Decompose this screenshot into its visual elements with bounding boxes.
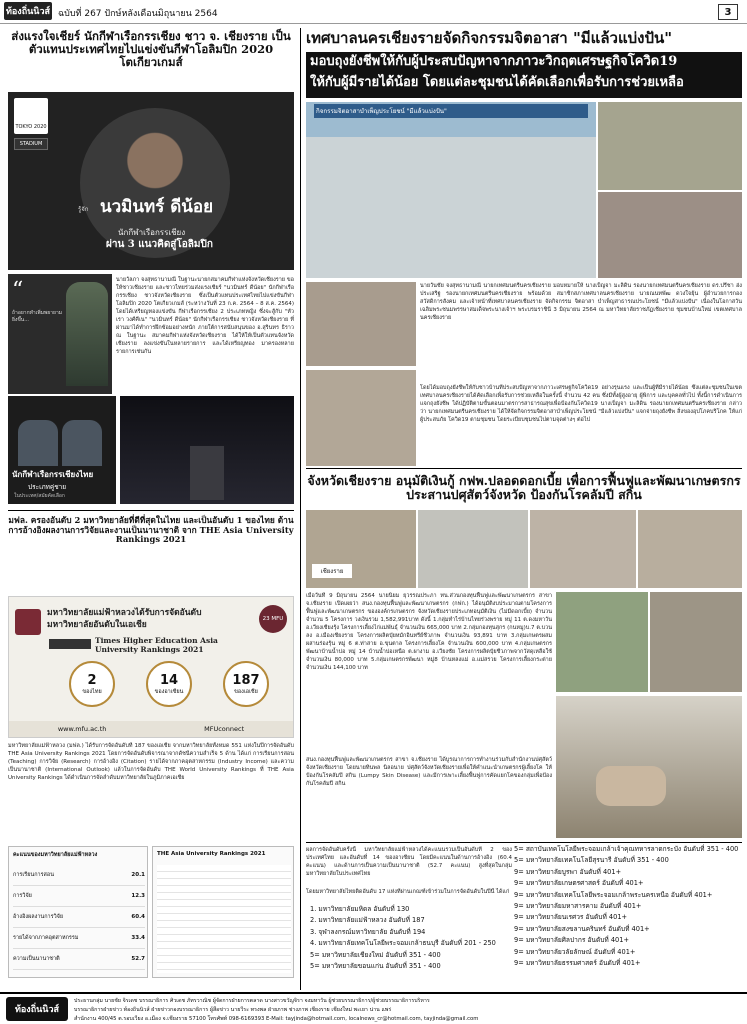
masthead-logo: ท้องถิ่นนิวส์	[4, 2, 52, 20]
mfu-logo	[15, 609, 41, 635]
right-sub1: มอบถุงยังชีพให้กับผู้ประสบปัญหาจากภาวะวิกฤตเศรษฐกิจโควิด19	[310, 54, 678, 69]
rower-two	[62, 420, 102, 466]
quote-text: ถ้าอยากทำเพิ่มพยายามยิ่งขึ้น...	[12, 310, 63, 323]
score-label: การเรียนการสอน	[13, 872, 54, 878]
rank-stat-value: 14	[159, 672, 179, 688]
rank-list-left	[310, 904, 510, 972]
rank-stat-label: ของอาเซียน	[154, 688, 184, 695]
meeting-photo-1	[306, 510, 416, 588]
score-value: 60.4	[131, 914, 145, 920]
rank-item: 5= มหาวิทยาลัยเทคโนโลยีสุรนารี อันดับที่ 351 - 400	[514, 856, 669, 865]
rank-item: 9= มหาวิทยาลัยนเรศวร อันดับที่ 401+	[514, 913, 628, 922]
footer-line-3: สำนักงาน 400/45 ต.รอบเวียง อ.เมือง จ.เชียงราย 57100 โทรศัพท์ 098-6169393 E-Mail: tayjinda@hotmail.com, localnews_cr@hotmail.com, tayjinda@gmail.com	[74, 1016, 479, 1022]
score-row	[13, 949, 145, 970]
meeting-photo-2	[418, 510, 528, 588]
cattle-photo	[556, 696, 742, 838]
score-row	[13, 907, 145, 928]
farm-photo-2	[650, 592, 742, 692]
mfu-ranking-panel	[152, 846, 294, 978]
column-divider	[300, 28, 301, 990]
photo-handout-4	[306, 370, 416, 466]
years-badge: 23 MFU	[259, 605, 287, 633]
rank-list-right	[514, 844, 742, 969]
ranking-title: Times Higher Education Asia University Rankings 2021	[95, 636, 218, 654]
score-label: ความเป็นนานาชาติ	[13, 956, 60, 962]
right-body: นายวันชัย จงสุทธานามณี นายกเทศมนตรีนครเชียงราย มอบหมายให้ นางเบ็ญจา มะลิดิน รองนายกเทศมนตรีนครเชียงราย ดร.ปรีชา ฮ่งประเสริฐ รองนายกเทศมนตรีนครเชียงราย พร้อมด้วย สมาชิกสภาเทศบาลนครเชียงราย นายณนทพัฒ ดวงใจยุ้น ผู้อำนวยการกองสวัสดิการสังคม และเจ้าหน้าที่เทศบาลนครเชียงราย จัดกิจกรรม จิตอาสา บำเพ็ญสาธารณประโยชน์ "มีแล้วแบ่งปัน" เนื่องในโอกาสวันเฉลิมพระชนมพรรษาสมเด็จพระนางเจ้าฯ พระบรมราชินี 3 มิถุนายน 2564 ณ มหาวิทยาลัยราชภัฏเชียงราย ชุมชนบ้านใหม่ เขตเทศบาลนครเชียงราย	[420, 283, 742, 321]
stadium-label: STADIUM	[14, 138, 48, 150]
rank-item: 1. มหาวิทยาลัยมหิดล อันดับที่ 130	[310, 905, 410, 913]
the-logo	[49, 639, 91, 649]
rank-item: 9= มหาวิทยาลัยศิลปากร อันดับที่ 401+	[514, 936, 629, 945]
tokyo-badge: TOKYO 2020	[14, 98, 48, 134]
rank-stat-label: ของเอเชีย	[234, 688, 258, 695]
fund-body-2: สนง.กองทุนฟื้นฟูและพัฒนาเกษตรกร สาขา จ.เชียงราย ได้บูรณาการการทำงานร่วมกับสำนักงานปศุสัตว์จังหวัดเชียงราย โดยนายทินพล นิลอนาย ปศุสัตว์จังหวัดเชียงรายเพื่อให้คำแนะนำเกษตรกรผู้เลี้ยงโค ให้ป้องกันโรคลัมปี สกิน (Lumpy Skin Disease) และมีการเพาะเลี้ยงฟื้นฟูการคัดแยกโคของกลุ่มเพื่อป้องกันโรคลัมปี สกิน	[306, 757, 552, 787]
score-value: 33.4	[131, 935, 145, 941]
score-rows	[13, 865, 145, 970]
score-label: รายได้จากภาคอุตสาหกรรม	[13, 935, 79, 941]
event-banner: กิจกรรมจิตอาสาบำเพ็ญประโยชน์ "มีแล้วแบ่งปัน"	[314, 104, 588, 118]
rank-stat	[223, 661, 269, 707]
score-row	[13, 928, 145, 949]
score-value: 12.3	[131, 893, 145, 899]
cow-figure	[596, 766, 666, 806]
score-panel-title: คะแนนของมหาวิทยาลัยแม่ฟ้าหลวง	[13, 852, 98, 858]
meeting-photo-4	[638, 510, 742, 588]
rank-intro: ผลการจัดอันดับครั้งนี้ มหาวิทยาลัยแม่ฟ้าหลวงได้คะแนนรวมเป็นอันดับที่ 2 ของประเทศไทย และอันดับที่ 14 ของอาเซียน โดยมีคะแนนในด้านการอ้างอิง (60.4 คะแนน) และด้านการเป็นความเป็นนานาชาติ (52.7 คะแนน) สูงที่สุดในกลุ่มมหาวิทยาลัยในประเทศไทย	[306, 847, 512, 877]
boat-caption-sub: ประเภทคู่ชาย	[28, 483, 67, 491]
left-body: นายวัลภา จงสุทธานามณี ในฐานะนายกสมาคมกีฬาแห่งจังหวัดเชียงราย ขอให้ชาวเชียงราย และชาวไทยร่วมส่งแรงเชียร์ "นวมินทร์ ดีน้อย" นักกีฬาเรือกรรเชียง ชาวจังหวัดเชียงราย ซึ่งเป็นตัวแทนประเทศไทยไปแข่งขันกีฬาโอลิมปิก 2020 โตเกียวเกมส์ (ระหว่างวันที่ 23 ก.ค. 2564 – 8 ส.ค. 2564) โดยได้เหรียญทองแข่งขัน กีฬาเรือกรรเชียง 2 ประเภทหญิง ซึ่งจะสู้กับ "หัวเรา วงศ์คีเน" "นวมินทร์ ดีน้อย" นักกีฬาเรือกรรเชียง ชาวจังหวัดเชียงราย ที่ผ่านมาได้ทำการฝึกซ้อมอย่างหนัก ภายใต้การสนับสนุนของ อ.สุรินทร ธิราวณ ในฐานะ สมาคมกีฬาแห่งจังหวัดเชียงราย ได้ให้ให้เป็นตัวแทนจังหวัดเชียงราย ลงแข่งขันในหลายรายการ และได้เหรียญทอง มาครองหลายรายการเช่นกัน	[116, 277, 294, 355]
divider-2	[306, 468, 742, 469]
right-body-2: โดยได้มอบถุงยังชีพให้กับชาวบ้านที่ประสบปัญหาจากภาวะเศรษฐกิจโควิด19 อย่างรุนแรง และเป็นผู้ที่มีรายได้น้อย ซึ่งแต่ละชุมชนในเขตเทศบาลนครเชียงรายได้คัดเลือกเพื่อรับการช่วยเหลือในครั้งนี้ จำนวน 42 คน ซึ่งมีทั้งผู้สูงอายุ ผู้พิการ และบุคคลทั่วไป ทั้งนี้การดำเนินการแจกถุงยังชีพ ได้ปฏิบัติตามขั้นตอนมาตรการสาธารณสุขเพื่อป้องกันโควิด19 นางเบ็ญจา มะลิดิน รองนายกเทศมนตรีนครเชียงราย กล่าวว่า นายกเทศมนตรีนครเชียงราย ได้ให้จัดกิจกรรมจิตอาสาบำเพ็ญประโยชน์ "มีแล้วแบ่งปัน" แจกจ่ายถุงยังชีพ สิ่งของอุปโภคบริโภค ให้แก่ผู้ประสบภัย โควิด19 ตามชุมชน โดยระเบียบชุมชนไปตามจุดต่างๆ ต่อไป	[420, 385, 742, 423]
rank-stat	[69, 661, 115, 707]
issue-line: ฉบับที่ 267 ปักษ์หลังเดือนมิถุนายน 2564	[58, 9, 218, 19]
rank-item: 9= มหาวิทยาลัยเทคโนโลยีพระจอมเกล้าพระนครเหนือ อันดับที่ 401+	[514, 890, 713, 899]
fund-headline: จังหวัดเชียงราย อนุมัติเงินกู้ กฟพ.ปลอดดอกเบี้ย เพื่อการฟื้นฟูและพัฒนาเกษตรกร ประสานปศุสัตว์จังหวัด ป้องกันโรคลัมปี สกิน	[307, 473, 741, 503]
divider-3	[306, 842, 742, 843]
rank-item: 9= มหาวิทยาลัยธรรมศาสตร์ อันดับที่ 401+	[514, 959, 641, 968]
right-headline: เทศบาลนครเชียงรายจัดกิจกรรมจิตอาสา "มีแล้วแบ่งปัน"	[306, 29, 673, 47]
rank-stat-value: 187	[232, 672, 260, 688]
quote-panel	[8, 274, 112, 394]
score-value: 20.1	[131, 872, 145, 878]
rank-item: 4. มหาวิทยาลัยเทคโนโลยีพระจอมเกล้าธนบุรี อันดับที่ 201 - 250	[310, 939, 496, 948]
group-photo	[306, 102, 596, 278]
athlete-panel	[8, 92, 294, 270]
page-footer	[0, 992, 747, 1024]
boat-caption-small: ในประเทศ/สมัยคัดเลือก	[14, 493, 65, 499]
rank-stat-label: ของไทย	[82, 688, 102, 695]
ranking-table	[157, 865, 291, 973]
boat-caption-title: นักกีฬาเรือกรรเชียงไทย	[12, 469, 94, 479]
photo-handout-3	[306, 282, 416, 366]
rank-stat-value: 2	[87, 672, 97, 688]
photo-handout-1	[598, 102, 742, 190]
score-label: การวิจัย	[13, 893, 32, 899]
ceremony-photo	[120, 396, 294, 504]
score-label: อ้างอิงผลงานการวิจัย	[13, 914, 64, 920]
rower-one	[18, 420, 58, 466]
boat-team-photo	[8, 396, 116, 504]
mfu-body: มหาวิทยาลัยแม่ฟ้าหลวง (มฟล.) ได้รับการจัดอันดับที่ 187 ของเอเชีย จากมหาวิทยาลัยทั้งหมด 551 แห่งในปีการจัดอันดับ THE Asia University Rankings 2021 โดยการจัดอันดับพิจารณาจากดัชนีความสำเร็จ 5 ด้าน ได้แก่ การเรียนการสอน (Teaching) การวิจัย (Research) การอ้างอิง (Citation) รายได้จากภาคอุตสาหกรรม (Industry Income) และความเป็นนานาชาติ (International Outlook) แล้วในการจัดอันดับ THE World University Rankings ที่ THE Asia University Rankings ได้ดำเนินการจัดลำดับมหาวิทยาลัยในภูมิภาคเอเชีย	[8, 743, 294, 781]
mfu-score-panel	[8, 846, 148, 978]
mfu-url[interactable]: www.mfu.ac.th	[57, 725, 107, 733]
rank-item: 9= มหาวิทยาลัยสงขลานครินทร์ อันดับที่ 401+	[514, 924, 650, 933]
rank-item: 5= มหาวิทยาลัยขอนแก่น อันดับที่ 351 - 400	[310, 962, 441, 971]
athlete-portrait	[66, 282, 108, 386]
footer-logo: ท้องถิ่นนิวส์	[6, 997, 68, 1021]
photo-handout-2	[598, 192, 742, 278]
farm-photo-1	[556, 592, 648, 692]
rank-item: 9= มหาวิทยาลัยบูรพา อันดับที่ 401+	[514, 867, 622, 876]
score-row	[13, 865, 145, 886]
quote-mark-icon: “	[12, 278, 24, 303]
rank-stat	[146, 661, 192, 707]
right-subhead	[306, 52, 742, 98]
footer-line-1: ประธานกลุ่ม นายชัย จิรเดช บรรณาธิการ ศิวเดช ภัทรวาณิช ผู้จัดการฝ่ายการตลาด นางสาวขวัญจิรา จงมหาวัน ผู้ช่วยบรรณาธิการ/ผู้ช่วยบรรณาธิการบริหาร	[74, 998, 430, 1004]
mfu-banner-title2: มหาวิทยาลัยอันดับในเอเชีย	[47, 620, 147, 630]
rank-item: 9= มหาวิทยาลัยวลัยลักษณ์ อันดับที่ 401+	[514, 947, 636, 956]
footer-line-2: บรรณาธิการฝ่ายข่าว ท้องถิ่นนิวส์ ฝ่ายข่าวกองบรรณาธิการ ผู้สื่อข่าว นายวีระ ทรงพล ฝ่ายภาพ ช่างภาพ เชียงราย เชียงใหม่ พะเยา น่าน แพร่	[74, 1007, 392, 1013]
meeting-photo-3	[530, 510, 636, 588]
mfu-social[interactable]: MFUconnect	[204, 725, 245, 733]
rank-intro-2: โดยมหาวิทยาลัยไทยติดอันดับ 17 แห่งที่ผ่านเกณฑ์เข้าร่วมในการจัดอันดับในปีนี้ ได้แก่	[306, 889, 510, 895]
rank-item: 5= สถาบันเทคโนโลยีพระจอมเกล้าเจ้าคุณทหารลาดกระบัง อันดับที่ 351 - 400	[514, 845, 739, 853]
athlete-name: นวมินทร์ ดีน้อย	[100, 197, 214, 217]
ceremony-figures	[190, 446, 224, 500]
athlete-tagline: ผ่าน 3 แนวคิดสู่โอลิมปิก	[106, 239, 213, 250]
rank-item: 5= มหาวิทยาลัยเชียงใหม่ อันดับที่ 351 - 400	[310, 950, 441, 959]
athlete-role: นักกีฬาเรือกรรเชียง	[118, 228, 186, 237]
fund-body: เมื่อวันที่ 9 มิถุนายน 2564 นายนิยม ยุวรรณประภา ทน.ส่วนกองทุนฟื้นฟูและพัฒนาเกษตรกร สาขา จ.เชียงราย เปิดเผยว่า สนง.กองทุนฟื้นฟูและพัฒนาเกษตรกร (กฟก.) ได้อนุมัติงบประมาณตามโครงการฟื้นฟูและพัฒนาเกษตรกร ขององค์กรเกษตรกร จังหวัดเชียงรายประเภทอนุมัติเงิน (ไม่มีดอกเบี้ย) จำนวน จำนวน 5 โครงการ วงเงินรวม 1,582,991บาท ดังนี้ 1.กลุ่มทำไร่บ้านไทยร่วงพราย หมู่ 11 ต.ดงมหาวัน อ.เวียงเชียงรุ้ง โครงการเลี้ยงไก่แม่พันธุ์ จำนวนเงิน 665,000 บาท 2.กลุ่มกองทุนสุกร (กนหมู)บ.7 ต.บวนลง อ.เมืองเชียงราย โครงการผลิตปุ๋ยหมักอินทรีย์ชีวภาพ จำนวนเงิน 93,891 บาท 3.กลุ่มเกษตรผสมผสานร่องรุ้น หมู่ 6 ต.ท่าสาย อ.ขุนตาล โครงการเลี้ยงโค จำนวนเงิน 600,000 บาท 4.กลุ่มเกษตรกรพัฒนาบ้านน้ำบ่อ หมู่ 14 บ้านน้ำบ่อเหนือ ต.ผางาม อ.เวียงชัย โครงการผลิตปุ๋ยชีวภาพจากวัสดุเหลือใช้ จำนวนเงิน 80,000 บาท 5.กลุ่มเกษตรกรพัฒนา หมู่8 บ้านหลงแม่ อ.แม่สรวย โครงการเลี้ยงกระต่าย จำนวนเงิน 144,100 บาท	[306, 593, 552, 671]
right-sub2: ให้กับผู้มีรายได้น้อย โดยแต่ละชุมชนได้คัดเลือกเพื่อรับการช่วยเหลือ	[310, 75, 684, 90]
divider	[8, 510, 294, 511]
left-headline: ส่งแรงใจเชียร์ นักกีฬาเรือกรรเชียง ชาว จ. เชียงราย เป็นตัวแทนประเทศไทยไปแข่งขันกีฬาโอลิมปิก 2020 โตเกียวเกมส์	[11, 29, 291, 70]
mfu-banner	[8, 596, 294, 738]
intro-prefix: รู้จัก	[78, 206, 89, 213]
rank-item: 9= มหาวิทยาลัยมหาสารคาม อันดับที่ 401+	[514, 902, 642, 911]
mfu-banner-title: มหาวิทยาลัยแม่ฟ้าหลวงได้รับการจัดอันดับ	[47, 608, 202, 618]
stats-row	[69, 661, 269, 711]
rank-item: 2. มหาวิทยาลัยแม่ฟ้าหลวง อันดับที่ 187	[310, 916, 425, 925]
location-sign: เชียงราย	[312, 564, 352, 578]
rank-item: 3. จุฬาลงกรณ์มหาวิทยาลัย อันดับที่ 194	[310, 927, 426, 936]
score-row	[13, 886, 145, 907]
score-value: 52.7	[131, 956, 145, 962]
ranking-panel-title: THE Asia University Rankings 2021	[157, 851, 266, 857]
page-number: 3	[718, 4, 738, 20]
mfu-footer	[9, 721, 293, 737]
rank-item: 9= มหาวิทยาลัยเกษตรศาสตร์ อันดับที่ 401+	[514, 879, 644, 888]
mfu-headline: มฟล. ครองอันดับ 2 มหาวิทยาลัยที่ดีที่สุดในไทย และเป็นอันดับ 1 ของไทย ด้านการอ้างอิงผลงานการวิจัยและงานเป็นนานาชาติ จาก THE Asia University Rankings 2021	[8, 515, 294, 545]
